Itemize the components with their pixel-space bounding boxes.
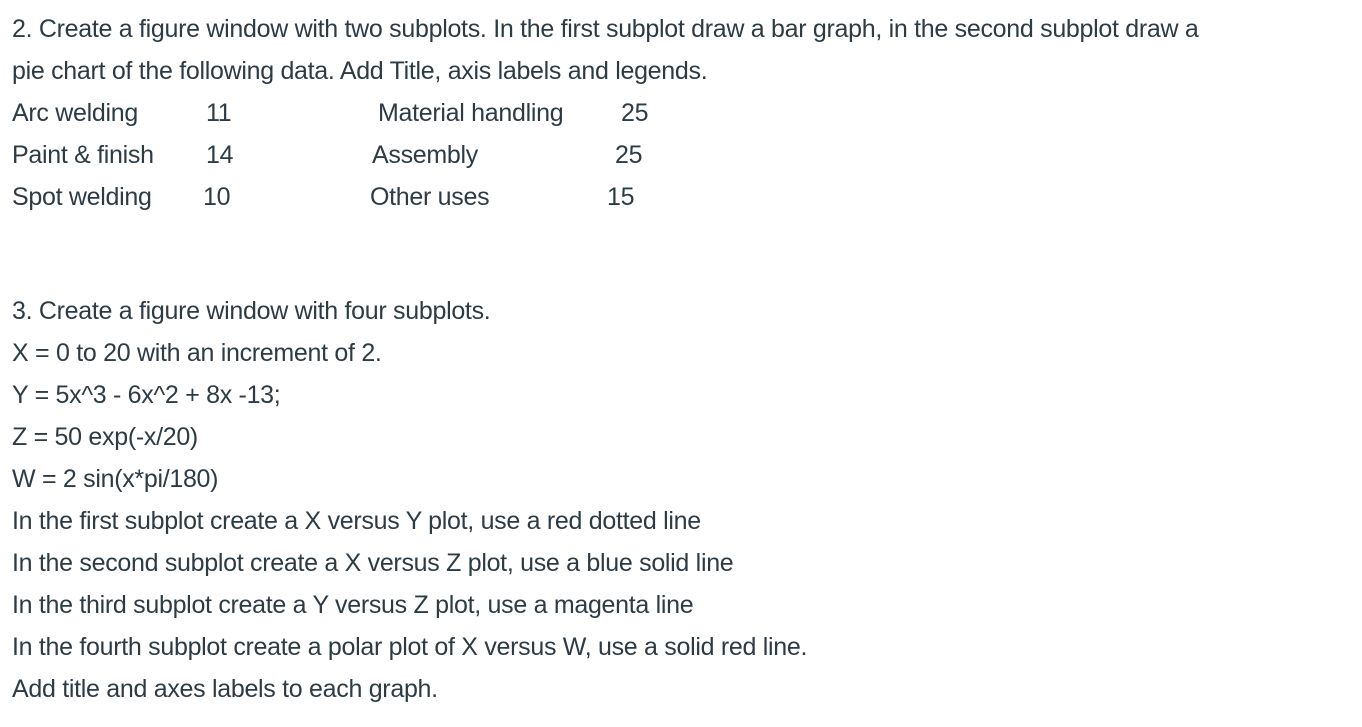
table-row1-left-value: 11	[206, 99, 232, 127]
table-row1-left-label: Arc welding	[12, 99, 138, 127]
table-row2-right-label: Assembly	[372, 141, 478, 169]
question3-line9: In the fourth subplot create a polar plot of X versus W, use a solid red line.	[12, 633, 808, 661]
table-row2-left-label: Paint & finish	[12, 141, 154, 169]
question3-line5: W = 2 sin(x*pi/180)	[12, 465, 219, 493]
question3-line4: Z = 50 exp(-x/20)	[12, 423, 198, 451]
table-row1-right-label: Material handling	[378, 99, 564, 127]
question3-line10: Add title and axes labels to each graph.	[12, 675, 438, 703]
table-row3-left-label: Spot welding	[12, 183, 152, 211]
question3-line2: X = 0 to 20 with an increment of 2.	[12, 339, 382, 367]
question3-line8: In the third subplot create a Y versus Z plot, use a magenta line	[12, 591, 694, 619]
table-row3-right-label: Other uses	[370, 183, 490, 211]
question2-line2: pie chart of the following data. Add Title, axis labels and legends.	[12, 57, 708, 85]
table-row3-right-value: 15	[607, 183, 635, 211]
table-row1-right-value: 25	[621, 99, 649, 127]
question3-line1: 3. Create a figure window with four subplots.	[12, 297, 491, 325]
question3-line7: In the second subplot create a X versus Z plot, use a blue solid line	[12, 549, 734, 577]
question3-line3: Y = 5x^3 - 6x^2 + 8x -13;	[12, 381, 281, 409]
question3-line6: In the first subplot create a X versus Y plot, use a red dotted line	[12, 507, 701, 535]
question2-line1: 2. Create a figure window with two subplots. In the first subplot draw a bar graph, in the second subplot draw a	[12, 15, 1199, 43]
table-row3-left-value: 10	[203, 183, 231, 211]
table-row2-right-value: 25	[615, 141, 643, 169]
table-row2-left-value: 14	[206, 141, 234, 169]
